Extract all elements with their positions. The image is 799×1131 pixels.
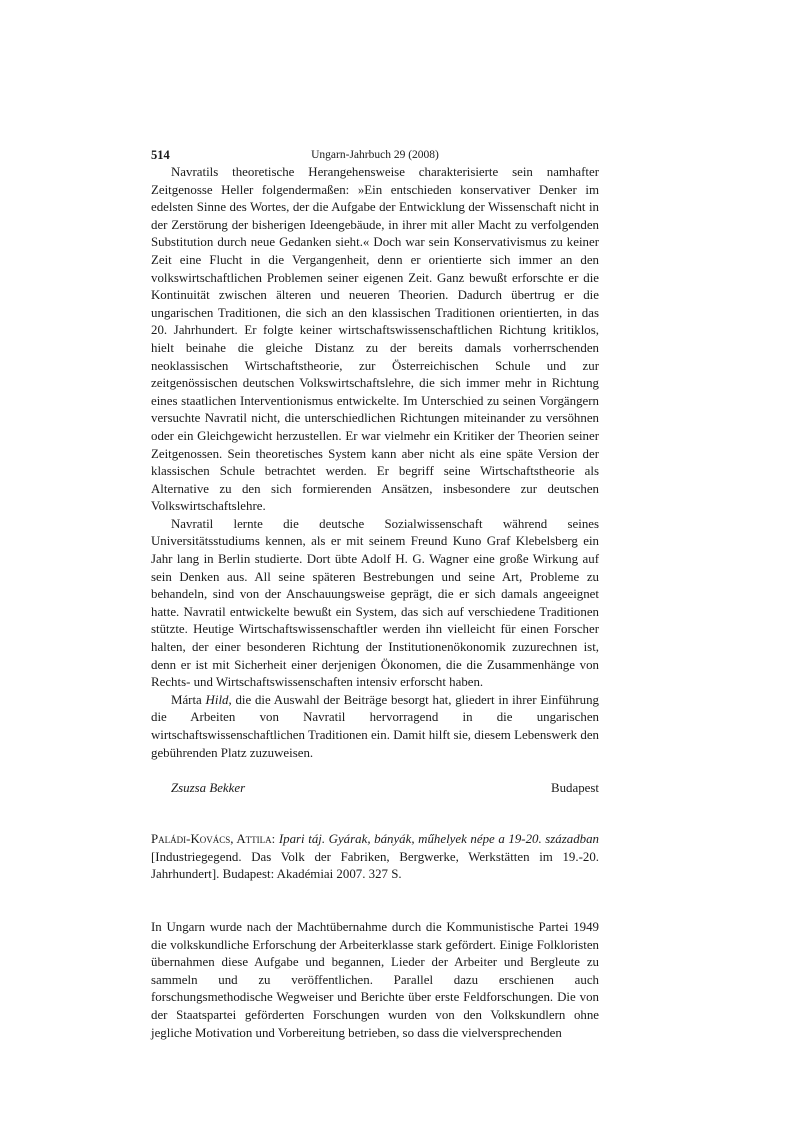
running-title: Ungarn-Jahrbuch 29 (2008)	[311, 149, 439, 161]
paragraph-3-rest: , die die Auswahl der Beiträge besorgt hat, gliedert in ihrer Einführung die Arbeiten von Navratil hervorragend in die ungarischen wirtschaftswissenschaftlichen Traditionen ein. Damit hilft sie, diesem Lebenswerk den gebührenden Platz zuzuweisen.	[151, 692, 599, 760]
paragraph-3	[151, 692, 599, 762]
review-citation	[151, 831, 599, 884]
review-paragraph-1: In Ungarn wurde nach der Machtübernahme durch die Kommunistische Partei 1949 die volkskundliche Erforschung der Arbeiterklasse stark gefördert. Einige Folkloristen übernahmen diese Aufgabe und begannen, Lieder der Arbeiter und Bergleute zu sammeln und zu veröffentlichen. Parallel dazu erschienen auch forschungsmethodische Wegweiser und Berichte über erste Feldforschungen. Die von der Staatspartei geförderten Forschungen wurden von den Volkskundlern ohne jegliche Motivation und Vorbereitung betrieben, so dass die vielversprechenden	[151, 919, 599, 1040]
review-title: Ipari táj. Gyárak, bányák, műhelyek népe a 19-20. században	[278, 832, 599, 847]
signature	[151, 779, 599, 797]
paragraph-2: Navratil lernte die deutsche Sozialwissenschaft während seines Universitätsstudiums kennen, als er mit seinem Freund Kuno Graf Klebelsberg ein Jahr lang in Berlin studierte. Dort übte Adolf H. G. Wagner eine große Wirkung auf sein Denken aus. All seine späteren Bestrebungen und seine Art, Probleme zu behandeln, sind von der Anschauungsweise geprägt, die er sich damals angeeignet hatte. Navratil entwickelte bewußt ein System, das sich auf verschiedene Traditionen stützte. Heutige Wirtschaftswissenschaftler werden ihn vielleicht für einen Forscher halten, der einer besonderen Richtung der Institutionenökonomik zuzurechnen ist, denn er ist mit Sicherheit einer derjenigen Ökonomen, die die Zusammenhänge von Rechts- und Wirtschaftswissenschaften intensiv erforscht haben.	[151, 516, 599, 690]
signature-author: Zsuzsa Bekker	[171, 781, 246, 796]
review-details: [Industriegegend. Das Volk der Fabriken, Bergwerke, Werkstätten im 19.-20. Jahrhundert]. Budapest: Akadémiai 2007. 327 S.	[151, 849, 599, 882]
article-body	[151, 164, 599, 762]
review-author: Paládi-Kovács, Attila	[151, 832, 272, 847]
paragraph-3-start: Márta	[171, 692, 206, 707]
review-separator: :	[271, 832, 279, 847]
signature-place: Budapest	[551, 781, 599, 796]
paragraph-3-italic-name: Hild	[205, 692, 229, 707]
review-body	[151, 919, 599, 1042]
page-header	[151, 146, 599, 164]
document-page	[151, 146, 599, 1042]
page-number: 514	[151, 148, 170, 162]
paragraph-1: Navratils theoretische Herangehensweise charakterisierte sein namhafter Zeitgenosse Heller folgendermaßen: »Ein entschieden konservativer Denker im edelsten Sinne des Wortes, der die Aufgabe der Entwicklung der Wissenschaft nicht in der Zerstörung der bisherigen Ideengebäude, in ihrer mit aller Macht zu verfolgenden Substitution durch neue Gedanken sieht.« Doch war sein Konservativismus zu keiner Zeit eine Flucht in die Vergangenheit, denn er orientierte sich immer an den volkswirtschaftlichen Problemen seiner eigenen Zeit. Ganz bewußt erforschte er die Kontinuität zwischen älteren und neueren Theorien. Dadurch übertrug er die ungarischen Traditionen, die sich an den klassischen Traditionen orientierten, in das 20. Jahrhundert. Er folgte keiner wirtschaftswissenschaftlichen Richtung kritiklos, hielt beinahe die gleiche Distanz zu der bereits damals vorherrschenden neoklassischen Wirtschaftstheorie, zur Österreichischen Schule und zur zeitgenössischen deutschen Volkswirtschaftslehre, die sich immer mehr in Richtung eines staatlichen Interventionismus entwickelte. Im Unterschied zu seinen Vorgängern versuchte Navratil nicht, die unterschiedlichen Richtungen miteinander zu versöhnen oder ein Gleichgewicht herzustellen. Er war vielmehr ein Kritiker der Theorien seiner Zeitgenossen. Sein theoretisches System kann aber nicht als eine späte Version der klassischen Schule betrachtet werden. Er begriff seine Wirtschaftstheorie als Alternative zu den sich formierenden Ansätzen, insbesondere zur deutschen Volkswirtschaftslehre.	[151, 165, 599, 514]
